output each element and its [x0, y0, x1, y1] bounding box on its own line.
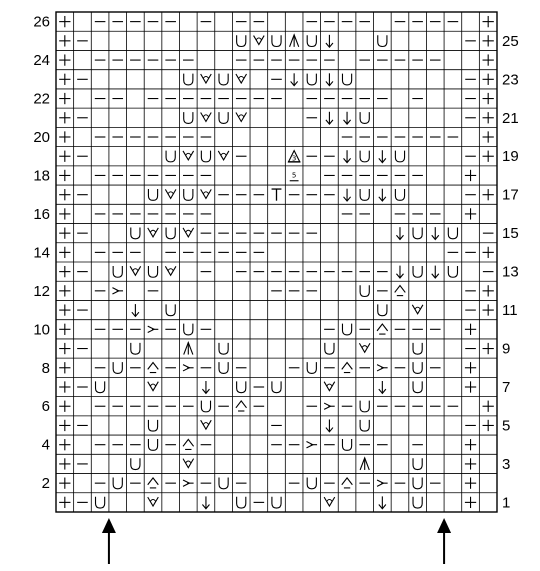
right-leaning-decrease-symbol	[183, 365, 194, 371]
slip-stitch-symbol	[432, 266, 439, 278]
yarn-over-symbol	[184, 324, 193, 335]
triangle-3-symbol	[288, 151, 300, 163]
yarn-over-symbol	[148, 189, 157, 200]
crossed-knit-symbol	[165, 189, 176, 198]
yarn-over-symbol	[201, 151, 210, 162]
yarn-over-symbol	[342, 74, 351, 85]
right-leaning-decrease-symbol	[183, 480, 194, 486]
crossed-knit-symbol	[130, 266, 141, 275]
row-number-right: 1	[502, 494, 511, 512]
edge-stitch-symbol	[59, 266, 70, 277]
row-number-right: 15	[502, 225, 519, 243]
row-number-right: 7	[502, 379, 511, 396]
edge-stitch-symbol	[483, 35, 494, 46]
start-arrows	[102, 518, 451, 564]
yarn-over-symbol	[413, 381, 422, 392]
right-leaning-decrease-symbol	[148, 326, 159, 332]
yarn-over-symbol	[148, 420, 157, 431]
yarn-over-symbol	[325, 343, 334, 354]
yarn-over-symbol	[413, 228, 422, 239]
yarn-over-symbol	[360, 285, 369, 296]
left-leaning-decrease-symbol	[395, 286, 406, 296]
crossed-knit-symbol	[201, 74, 212, 83]
row-number-right: 13	[502, 263, 519, 281]
row-number-left: 22	[33, 90, 50, 108]
yarn-over-symbol	[131, 458, 140, 469]
yarn-over-symbol	[237, 381, 246, 392]
edge-stitch-symbol	[465, 497, 476, 508]
row-number-right: 17	[502, 186, 519, 204]
edge-stitch-symbol	[465, 381, 476, 392]
yarn-over-symbol	[219, 112, 228, 123]
row-number-left: 6	[41, 398, 50, 416]
left-leaning-decrease-symbol	[342, 362, 353, 372]
yarn-over-symbol	[166, 228, 175, 239]
yarn-over-symbol	[219, 343, 228, 354]
yarn-over-symbol	[395, 189, 404, 200]
edge-stitch-symbol	[59, 420, 70, 431]
up-arrow-icon	[437, 518, 451, 564]
edge-stitch-symbol	[59, 189, 70, 200]
yarn-over-symbol	[413, 266, 422, 277]
yarn-over-symbol	[307, 74, 316, 85]
yarn-over-symbol	[342, 439, 351, 450]
yarn-over-symbol	[184, 74, 193, 85]
yarn-over-symbol	[219, 362, 228, 373]
yarn-over-symbol	[166, 151, 175, 162]
edge-stitch-symbol	[59, 170, 70, 181]
slip-stitch-symbol	[379, 496, 386, 508]
central-double-decrease-symbol	[360, 458, 369, 470]
edge-stitch-symbol	[59, 16, 70, 27]
edge-stitch-symbol	[483, 304, 494, 315]
edge-stitch-symbol	[59, 324, 70, 335]
right-leaning-decrease-symbol	[306, 442, 317, 448]
row-number-left: 20	[33, 129, 50, 146]
yarn-over-symbol	[237, 497, 246, 508]
edge-stitch-symbol	[59, 362, 70, 373]
yarn-over-symbol	[378, 304, 387, 315]
central-double-decrease-symbol	[184, 343, 193, 355]
edge-stitch-symbol	[59, 54, 70, 65]
yarn-over-symbol	[148, 266, 157, 277]
row-number-right: 11	[502, 302, 518, 320]
edge-stitch-symbol	[59, 247, 70, 258]
yarn-over-symbol	[272, 497, 281, 508]
edge-stitch-symbol	[59, 285, 70, 296]
edge-stitch-symbol	[465, 208, 476, 219]
edge-stitch-symbol	[465, 170, 476, 181]
edge-stitch-symbol	[59, 74, 70, 85]
row-number-left: 16	[33, 205, 50, 223]
tuck-symbol	[272, 189, 282, 201]
yarn-over-symbol	[413, 362, 422, 373]
yarn-over-symbol	[413, 343, 422, 354]
yarn-over-symbol	[360, 401, 369, 412]
yarn-over-symbol	[360, 420, 369, 431]
yarn-over-symbol	[360, 189, 369, 200]
yarn-over-symbol	[307, 478, 316, 489]
edge-stitch-symbol	[465, 362, 476, 373]
yarn-over-symbol	[113, 266, 122, 277]
edge-stitch-symbol	[59, 343, 70, 354]
edge-stitch-symbol	[59, 478, 70, 489]
yarn-over-symbol	[113, 478, 122, 489]
yarn-over-symbol	[201, 401, 210, 412]
edge-stitch-symbol	[483, 74, 494, 85]
yarn-over-symbol	[360, 151, 369, 162]
svg-text:3: 3	[291, 154, 297, 163]
right-leaning-decrease-symbol	[324, 403, 335, 409]
edge-stitch-symbol	[59, 458, 70, 469]
yarn-over-symbol	[360, 112, 369, 123]
left-leaning-decrease-symbol	[148, 478, 159, 488]
edge-stitch-symbol	[465, 458, 476, 469]
edge-stitch-symbol	[483, 93, 494, 104]
yarn-over-symbol	[448, 266, 457, 277]
row-number-left: 8	[41, 359, 50, 377]
crossed-knit-symbol	[254, 36, 265, 45]
row-number-right: 9	[502, 340, 511, 358]
slip-stitch-symbol	[344, 112, 351, 124]
crossed-knit-symbol	[183, 228, 194, 237]
edge-stitch-symbol	[483, 285, 494, 296]
edge-stitch-symbol	[59, 131, 70, 142]
slip-stitch-symbol	[344, 189, 351, 201]
row-number-left: 18	[33, 167, 50, 185]
slip-stitch-symbol	[396, 266, 403, 278]
yarn-over-symbol	[307, 35, 316, 46]
row-number-left: 26	[33, 13, 50, 31]
right-leaning-decrease-symbol	[377, 365, 388, 371]
left-leaning-decrease-symbol	[148, 362, 159, 372]
yarn-over-symbol	[413, 478, 422, 489]
slip-stitch-symbol	[326, 112, 333, 124]
crossed-knit-symbol	[201, 112, 212, 121]
edge-stitch-symbol	[59, 401, 70, 412]
yarn-over-symbol	[148, 439, 157, 450]
slip-stitch-symbol	[379, 150, 386, 162]
edge-stitch-symbol	[483, 247, 494, 258]
edge-stitch-symbol	[59, 112, 70, 123]
yarn-over-symbol	[378, 35, 387, 46]
five-over-one-symbol	[290, 171, 299, 180]
central-double-decrease-symbol	[290, 35, 299, 47]
crossed-knit-symbol	[412, 305, 423, 314]
left-leaning-decrease-symbol	[183, 439, 194, 449]
crossed-knit-symbol	[183, 459, 194, 468]
yarn-over-symbol	[131, 343, 140, 354]
yarn-over-symbol	[272, 381, 281, 392]
left-leaning-decrease-symbol	[377, 324, 388, 334]
edge-stitch-symbol	[59, 439, 70, 450]
edge-stitch-symbol	[483, 343, 494, 354]
row-number-left: 10	[33, 321, 50, 339]
yarn-over-symbol	[166, 304, 175, 315]
edge-stitch-symbol	[59, 228, 70, 239]
yarn-over-symbol	[184, 189, 193, 200]
slip-stitch-symbol	[379, 189, 386, 201]
edge-stitch-symbol	[465, 439, 476, 450]
slip-stitch-symbol	[432, 227, 439, 239]
edge-stitch-symbol	[465, 478, 476, 489]
yarn-over-symbol	[131, 228, 140, 239]
crossed-knit-symbol	[148, 497, 159, 506]
up-arrow-icon	[102, 518, 116, 564]
grid-layer	[56, 12, 497, 512]
edge-stitch-symbol	[483, 151, 494, 162]
left-leaning-decrease-symbol	[342, 478, 353, 488]
right-leaning-decrease-symbol	[377, 480, 388, 486]
slip-stitch-symbol	[326, 35, 333, 47]
left-leaning-decrease-symbol	[236, 401, 247, 411]
row-number-right: 23	[502, 71, 519, 89]
slip-stitch-symbol	[379, 381, 386, 393]
slip-stitch-symbol	[202, 496, 209, 508]
crossed-knit-symbol	[148, 382, 159, 391]
crossed-knit-symbol	[148, 228, 159, 237]
row-number-right: 19	[502, 148, 519, 166]
crossed-knit-symbol	[324, 497, 335, 506]
slip-stitch-symbol	[326, 419, 333, 431]
edge-stitch-symbol	[465, 324, 476, 335]
crossed-knit-symbol	[201, 189, 212, 198]
slip-stitch-symbol	[132, 304, 139, 316]
edge-stitch-symbol	[59, 304, 70, 315]
edge-stitch-symbol	[59, 208, 70, 219]
row-number-left: 24	[33, 52, 50, 70]
right-leaning-decrease-symbol	[112, 288, 123, 294]
edge-stitch-symbol	[59, 35, 70, 46]
edge-stitch-symbol	[483, 54, 494, 65]
row-number-left: 2	[41, 475, 50, 493]
slip-stitch-symbol	[326, 73, 333, 85]
yarn-over-symbol	[342, 324, 351, 335]
yarn-over-symbol	[237, 35, 246, 46]
row-number-right: 25	[502, 32, 519, 50]
crossed-knit-symbol	[324, 382, 335, 391]
yarn-over-symbol	[219, 74, 228, 85]
edge-stitch-symbol	[483, 189, 494, 200]
slip-stitch-symbol	[396, 227, 403, 239]
edge-stitch-symbol	[483, 112, 494, 123]
yarn-over-symbol	[96, 497, 105, 508]
row-number-left: 4	[41, 436, 50, 454]
yarn-over-symbol	[448, 228, 457, 239]
yarn-over-symbol	[184, 112, 193, 123]
row-number-right: 21	[502, 109, 519, 127]
crossed-knit-symbol	[165, 266, 176, 275]
row-number-labels	[33, 14, 518, 512]
yarn-over-symbol	[395, 151, 404, 162]
crossed-knit-symbol	[359, 343, 370, 352]
yarn-over-symbol	[413, 497, 422, 508]
edge-stitch-symbol	[483, 401, 494, 412]
slip-stitch-symbol	[291, 73, 298, 85]
svg-text:5: 5	[291, 171, 297, 180]
slip-stitch-symbol	[344, 150, 351, 162]
edge-stitch-symbol	[483, 16, 494, 27]
yarn-over-symbol	[113, 362, 122, 373]
edge-stitch-symbol	[59, 93, 70, 104]
crossed-knit-symbol	[218, 151, 229, 160]
yarn-over-symbol	[413, 458, 422, 469]
yarn-over-symbol	[96, 381, 105, 392]
yarn-over-symbol	[307, 362, 316, 373]
row-number-left: 14	[33, 244, 50, 262]
slip-stitch-symbol	[202, 381, 209, 393]
row-number-right: 5	[502, 417, 511, 435]
row-number-left: 12	[33, 282, 50, 300]
edge-stitch-symbol	[59, 151, 70, 162]
crossed-knit-symbol	[201, 420, 212, 429]
row-number-right: 3	[502, 455, 511, 473]
yarn-over-symbol	[219, 478, 228, 489]
crossed-knit-symbol	[236, 112, 247, 121]
crossed-knit-symbol	[236, 74, 247, 83]
edge-stitch-symbol	[483, 131, 494, 142]
edge-stitch-symbol	[483, 420, 494, 431]
edge-stitch-symbol	[59, 381, 70, 392]
edge-stitch-symbol	[59, 497, 70, 508]
yarn-over-symbol	[272, 35, 281, 46]
crossed-knit-symbol	[183, 151, 194, 160]
